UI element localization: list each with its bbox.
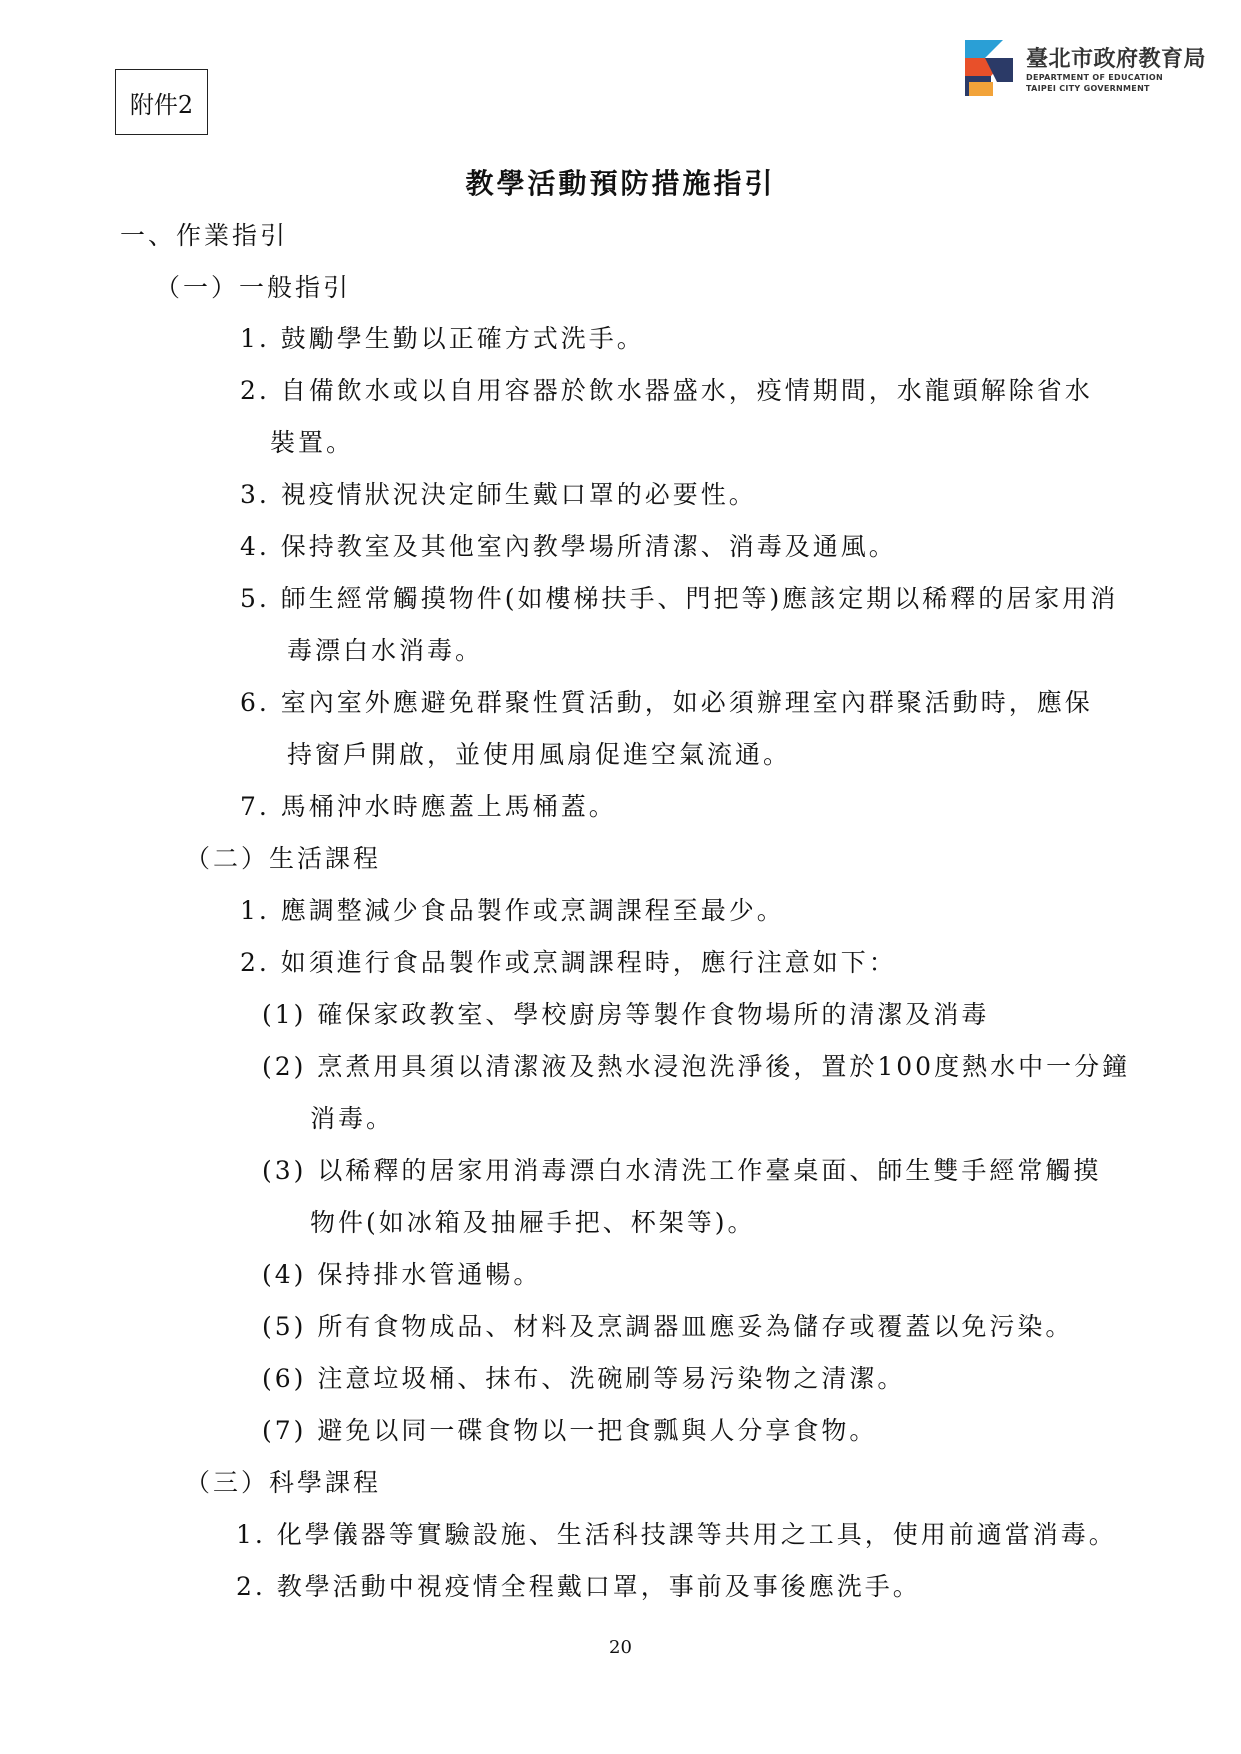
subsection-heading: （三）科學課程	[185, 1468, 382, 1497]
subsection-heading: （一）一般指引	[155, 273, 352, 302]
section-heading: 一、作業指引	[120, 221, 289, 250]
sub-list-item: (1) 確保家政教室、學校廚房等製作食物場所的清潔及消毒	[262, 1000, 990, 1029]
list-item: 1. 鼓勵學生勤以正確方式洗手。	[240, 324, 645, 353]
list-item: 7. 馬桶沖水時應蓋上馬桶蓋。	[240, 792, 617, 821]
sub-list-item: (5) 所有食物成品、材料及烹調器皿應妥為儲存或覆蓋以免污染。	[262, 1312, 1074, 1341]
department-logo-icon	[963, 38, 1019, 100]
list-item-continuation: 毒漂白水消毒。	[287, 636, 484, 665]
list-item: 2. 自備飲水或以自用容器於飲水器盛水，疫情期間，水龍頭解除省水	[240, 376, 1093, 405]
subsection-heading: （二）生活課程	[185, 844, 382, 873]
list-item-continuation: 裝置。	[270, 428, 355, 457]
logo-name-en-line1: DEPARTMENT OF EDUCATION	[1026, 73, 1163, 82]
list-item: 1. 化學儀器等實驗設施、生活科技課等共用之工具，使用前適當消毒。	[236, 1520, 1117, 1549]
page-number: 20	[609, 1637, 632, 1658]
sub-list-item: (3) 以稀釋的居家用消毒漂白水清洗工作臺桌面、師生雙手經常觸摸	[262, 1156, 1102, 1185]
logo-name-zh: 臺北市政府教育局	[1026, 47, 1207, 72]
sub-list-item: (6) 注意垃圾桶、抹布、洗碗刷等易污染物之清潔。	[262, 1364, 906, 1393]
department-logo	[963, 38, 1207, 100]
list-item: 6. 室內室外應避免群聚性質活動，如必須辦理室內群聚活動時，應保	[240, 688, 1093, 717]
attachment-label: 附件2	[115, 69, 208, 135]
sub-list-item: (2) 烹煮用具須以清潔液及熱水浸泡洗淨後，置於100度熱水中一分鐘	[262, 1052, 1131, 1081]
sub-list-item-continuation: 物件(如冰箱及抽屜手把、杯架等)。	[310, 1208, 756, 1237]
list-item: 5. 師生經常觸摸物件(如樓梯扶手、門把等)應該定期以稀釋的居家用消	[240, 584, 1119, 613]
sub-list-item-continuation: 消毒。	[310, 1104, 395, 1133]
list-item: 4. 保持教室及其他室內教學場所清潔、消毒及通風。	[240, 532, 897, 561]
sub-list-item: (4) 保持排水管通暢。	[262, 1260, 542, 1289]
list-item: 1. 應調整減少食品製作或烹調課程至最少。	[240, 896, 785, 925]
list-item-continuation: 持窗戶開啟，並使用風扇促進空氣流通。	[287, 740, 792, 769]
list-item: 2. 教學活動中視疫情全程戴口罩，事前及事後應洗手。	[236, 1572, 921, 1601]
sub-list-item: (7) 避免以同一碟食物以一把食瓢與人分享食物。	[262, 1416, 878, 1445]
logo-name-en-line2: TAIPEI CITY GOVERNMENT	[1026, 84, 1150, 93]
list-item: 2. 如須進行食品製作或烹調課程時，應行注意如下：	[240, 948, 897, 977]
document-title: 教學活動預防措施指引	[465, 167, 776, 200]
list-item: 3. 視疫情狀況決定師生戴口罩的必要性。	[240, 480, 757, 509]
